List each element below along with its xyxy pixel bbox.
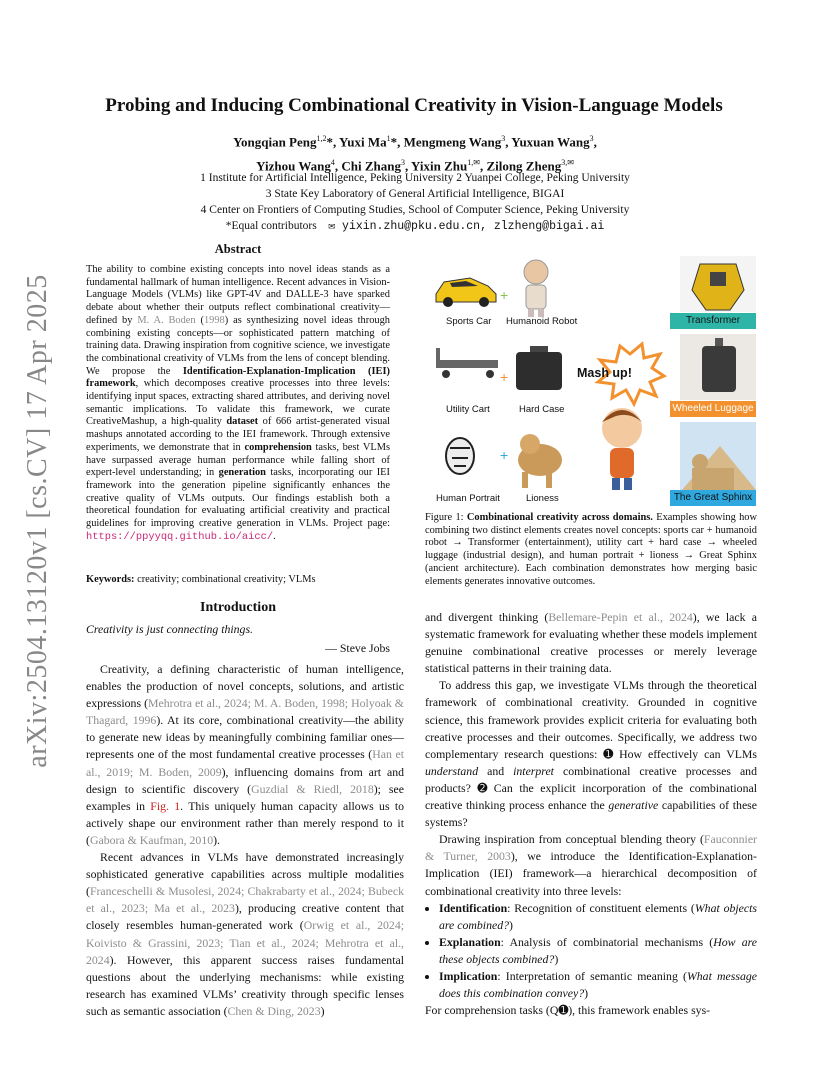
paragraph: Drawing inspiration from conceptual blending theory (Fauconnier & Turner, 2003), we introduce the Identification-Explanation-Implication (IEI) framework—a hierarchical decomposition of combinational creativity into three levels:	[425, 832, 757, 898]
affiliation-3: 4 Center on Frontiers of Computing Studies, School of Computer Science, Peking University	[200, 204, 630, 216]
epigraph-quote: Creativity is just connecting things.	[86, 622, 253, 636]
label-humanoid-robot: Humanoid Robot	[506, 316, 578, 327]
project-page-link[interactable]: https://ppyyqq.github.io/aicc/	[86, 530, 274, 543]
paragraph: and divergent thinking (Bellemare-Pepin et al., 2024), we lack a systematic framework for evaluating whether these models implement genuine combinational creative processes or merely leverage statistical patterns in their training data.	[425, 610, 757, 676]
great-sphinx-icon	[680, 422, 756, 490]
figure-1	[430, 250, 762, 510]
introduction-heading: Introduction	[200, 600, 276, 615]
epigraph-author: — Steve Jobs	[325, 641, 390, 655]
abstract-emphasis: comprehension	[244, 441, 312, 453]
abstract-text: tasks, incorporating our IEI framework into the generation pipeline significantly enhances the creative quality of VLMs outputs. Our findings establish both a theoretical foundation for evaluating artificial creativity and practical guidelines for improving creative generation in VLMs. Project page:	[86, 467, 390, 530]
citation-link[interactable]: Gabora & Kaufman, 2010	[89, 832, 214, 847]
abstract-body: The ability to combine existing concepts into novel ideas stands as a fundamental hallmark of human intelligence. Recent advances in Vision-Language Models (VLMs) like GPT-4V and DALLE-3 have sparked debate about whether their outputs reflect combinational creativity—defined by M. A. Boden (1998) as synthesizing novel ideas through combining existing concepts—or sophisticated pattern matching of training data. Drawing inspiration from cognitive science, we investigate the combinational creativity of VLMs from the lens of concept blending. We propose the Identification-Explanation-Implication (IEI) framework, which decomposes creative processes into three levels: identifying input spaces, extracting shared attributes, and deriving novel semantic implications. To validate this framework, we curate CreativeMashup, a high-quality dataset of 666 artist-generated visual mashups annotated according to the IEI framework. Through extensive experiments, we demonstrate that in comprehension tasks, best VLMs have surpassed average human performance while falling short of expert-level understanding; in generation tasks, incorporating our IEI framework into the generation pipeline significantly enhances the creative quality of VLMs outputs. Our findings establish both a theoretical foundation for evaluating artificial creativity and practical guidelines for improving creative generation in VLMs. Project page: https://ppyyqq.github.io/aicc/.	[86, 264, 390, 543]
citation-link[interactable]: Fauconnier & Turner, 2003	[425, 832, 757, 864]
citation-link[interactable]: M. A. Boden	[137, 314, 196, 326]
authors-line-1: Yongqian Peng$^{1,2}$*, Yuxi Ma$^1$*, Mengmeng Wang$^3$, Yuxuan Wang$^3$,	[233, 134, 597, 150]
utility-cart-icon	[436, 348, 498, 378]
keywords	[86, 574, 390, 585]
contact-line	[120, 218, 710, 235]
paragraph: Recent advances in VLMs have demonstrated increasingly sophisticated generative capabilities across multiple modalities (Franceschelli & Musolesi, 2024; Chakrabarty et al., 2024; Bubeck et al., 2023; Ma et al., 2023), producing creative content that closely resembles human-generated work (Orwig et al., 2024; Koivisto & Grassini, 2023; Tian et al., 2024; Mehrotra et al., 2024). However, this apparent success raises fundamental questions about the underlying mechanisms: while existing research has examined VLMs’ creativity through specific lenses such as semantic association (Chen & Ding, 2023)	[86, 850, 404, 1018]
label-utility-cart: Utility Cart	[446, 404, 490, 415]
equal-contribution-note: *Equal contributors	[225, 220, 317, 232]
paper-title: Probing and Inducing Combinational Creativity in Vision-Language Models	[105, 95, 723, 116]
sports-car-icon	[436, 278, 496, 307]
arxiv-sidebar	[16, 274, 60, 768]
paragraph: Creativity, a defining characteristic of human intelligence, enables the production of novel concepts, solutions, and artistic expressions (Mehrotra et al., 2024; M. A. Boden, 1998; Holyoak & Thagard, 1996). At its core, combinational creativity—the ability to generate new ideas by meaningfully combining familiar ones—represents one of the most fundamental creative processes (Han et al., 2019; M. Boden, 2009), influencing domains from art and design to scientific discovery (Guzdial & Riedl, 2018); see examples in Fig. 1. This uniquely human capacity allows us to actively shape our environment rather than merely respond to it (Gabora & Kaufman, 2010).	[86, 662, 404, 847]
affiliations	[120, 170, 710, 235]
authors-line-2: Yizhou Wang$^4$, Chi Zhang$^3$, Yixin Zhu$^{1,✉}$, Zilong Zheng$^{3,✉}$	[256, 158, 574, 174]
citation-link[interactable]: Chen & Ding, 2023	[227, 1003, 321, 1018]
plus-icon: +	[500, 287, 509, 303]
abstract-heading: Abstract	[214, 242, 262, 256]
abstract-text: tasks, best VLMs have surpassed average human performance while falling short of expert-level understanding; in	[86, 441, 390, 479]
label-transformer: Transformer	[670, 313, 756, 329]
citation-link[interactable]: Franceschelli & Musolesi, 2024; Chakrabarty et al., 2024; Bubeck et al., 2023; Ma et al., 2023	[86, 884, 404, 916]
lioness-icon	[518, 434, 562, 488]
caption-label: Figure 1:	[425, 512, 467, 523]
transformer-icon	[680, 256, 756, 312]
abstract-emphasis: dataset	[226, 416, 259, 428]
label-mash-up: Mash up!	[577, 366, 632, 380]
plus-icon: +	[500, 369, 509, 385]
affiliation-2: 3 State Key Laboratory of General Artificial Intelligence, BIGAI	[265, 188, 565, 200]
abstract-emphasis: Identification-Explanation-Implication (IEI) framework	[86, 365, 390, 390]
label-lioness: Lioness	[526, 493, 559, 504]
paragraph: To address this gap, we investigate VLMs through the theoretical framework of combinational creativity. Grounded in cognitive science, this framework provides explicit criteria for evaluating both creative processes and their outcomes. Specifically, we address two complementary research questions: ➊ How effectively can VLMs understand and interpret combinational creative processes and products? ➋ Can the explicit incorporation of the combinational creative thinking process enhance the generative capabilities of these systems?	[425, 678, 758, 830]
citation-link[interactable]: Mehrotra et al., 2024; M. A. Boden, 1998; Holyoak & Thagard, 1996	[86, 696, 404, 728]
abstract-text: of 666 artist-generated visual mashups annotated according to the IEI framework. Through extensive experiments, we demonstrate that in	[86, 416, 390, 453]
hard-case-icon	[516, 346, 562, 390]
list-item: • Implication: Interpretation of semantic meaning (What message does this combination convey?)	[439, 968, 757, 1002]
label-sports-car: Sports Car	[446, 316, 492, 327]
figure-1-caption	[425, 512, 757, 588]
iei-levels-list	[425, 900, 757, 1003]
affiliation-1: 1 Institute for Artificial Intelligence, Peking University 2 Yuanpei College, Peking University	[200, 172, 630, 184]
list-item: • Explanation: Analysis of combinatorial mechanisms (How are these objects combined?)	[439, 934, 757, 968]
left-column-body	[86, 661, 404, 1020]
human-portrait-icon	[446, 438, 474, 474]
label-human-portrait: Human Portrait	[436, 493, 500, 504]
abstract-text: , which decomposes creative processes into three levels: identifying input spaces, extracting shared attributes, and deriving novel semantic implications. To validate this framework, we curate CreativeMashup, a high-quality	[86, 378, 390, 428]
keywords-text: creativity; combinational creativity; VLMs	[134, 574, 316, 585]
citation-link[interactable]: Orwig et al., 2024; Koivisto & Grassini, 2023; Tian et al., 2024; Mehrotra et al., 2024	[86, 918, 404, 967]
label-hard-case: Hard Case	[519, 404, 565, 415]
plus-icon: +	[500, 447, 509, 463]
citation-link[interactable]: Guzdial & Riedl, 2018	[251, 781, 374, 796]
arxiv-identifier: arXiv:2504.13120v1 [cs.CV] 17 Apr 2025	[22, 274, 53, 768]
paragraph: For comprehension tasks (Q➊), this framework enables sys-	[425, 1003, 711, 1018]
wheeled-luggage-icon	[680, 334, 756, 400]
keywords-label: Keywords:	[86, 574, 135, 585]
abstract-text: The ability to combine existing concepts into novel ideas stands as a fundamental hallmark of human intelligence. Recent advances in Vision-Language Models (VLMs) like GPT-4V and DALLE-3 have sparked debate about whether their outputs reflect combinational creativity—defined by	[86, 264, 390, 326]
abstract-text: as synthesizing novel ideas through combining existing concepts—or sophisticated pattern matching of training data. Drawing inspiration from cognitive science, we investigate the combinational creativity of VLMs from the lens of concept blending. We propose the	[86, 314, 390, 377]
citation-link[interactable]: 1998	[203, 314, 225, 326]
list-item: • Identification: Recognition of constituent elements (What objects are combined?)	[439, 900, 757, 934]
citation-link[interactable]: Han et al., 2019; M. Boden, 2009	[86, 747, 404, 779]
caption-title: Combinational creativity across domains.	[466, 512, 653, 523]
abstract-emphasis: generation	[218, 467, 266, 479]
label-wheeled-luggage: Wheeled Luggage	[670, 401, 756, 417]
label-great-sphinx: The Great Sphinx	[670, 490, 756, 506]
email-addresses[interactable]: ✉ yixin.zhu@pku.edu.cn, zlzheng@bigai.ai	[328, 220, 605, 233]
figure-reference-link[interactable]: Fig. 1	[150, 798, 181, 813]
caption-text: Examples showing how combining two distinct elements creates novel concepts: sports car + humanoid robot → Transformer (entertainment), utility cart + hard case → wheeled luggage (industrial design), and human portrait + lioness → Great Sphinx (ancient architecture). Each combination demonstrates how merging basic elements generates innovative outcomes.	[425, 512, 757, 587]
right-column-body	[425, 609, 757, 1019]
cartoon-character-icon	[602, 408, 642, 490]
citation-link[interactable]: Bellemare-Pepin et al., 2024	[548, 610, 693, 624]
figure-1-graphic	[430, 250, 762, 510]
humanoid-robot-icon	[524, 260, 548, 317]
